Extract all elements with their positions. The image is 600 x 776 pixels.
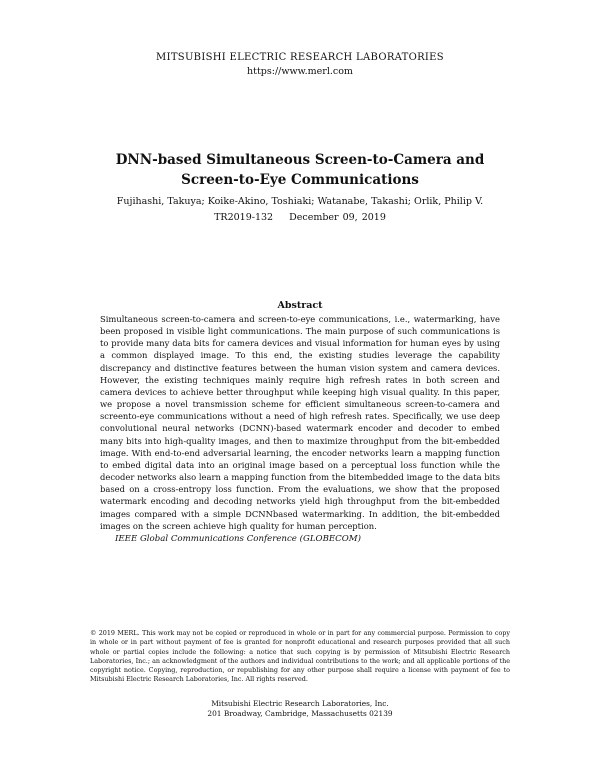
title-line-2: Screen-to-Eye Communications [181, 172, 419, 188]
title-line-1: DNN-based Simultaneous Screen-to-Camera and [115, 152, 485, 168]
footer-address-line-1: Mitsubishi Electric Research Laboratories, Inc. [211, 699, 389, 708]
venue: IEEE Global Communications Conference (GLOBECOM) [115, 534, 361, 544]
abstract-heading: Abstract [277, 300, 323, 311]
authors: Fujihashi, Takuya; Koike-Akino, Toshiaki; Watanabe, Takashi; Orlik, Philip V. [116, 196, 484, 207]
lab-name: MITSUBISHI ELECTRIC RESEARCH LABORATORIES [156, 52, 444, 63]
abstract-text: Simultaneous screen-to-camera and screen-to-eye communications, i.e., watermarking, have been proposed in visible light communications. The main purpose of such communications is to provide many data bits for camera devices and visual information for human eyes by using a common displayed image. To this end, the existing studies leverage the capability discrepancy and distinctive features between the human vision system and camera devices. However, the existing techniques mainly require high refresh rates in both screen and camera devices to achieve better throughput while keeping high visual quality. In this paper, we propose a novel transmission scheme for efficient simultaneous screen-to-camera and screento-eye communications without a need of high refresh rates. Specifically, we use deep convolutional neural networks (DCNN)-based watermark encoder and decoder to embed many bits into high-quality images, and then to maximize throughput from the bit-embedded image. With end-to-end adversarial learning, the encoder networks learn a mapping function to embed digital data into an original image based on a perceptual loss function while the decoder networks also learn a mapping function from the bitembedded image to the data bits based on a cross-entropy loss function. From the evaluations, we show that the proposed watermark encoding and decoding networks yield high throughput from the bit-embedded images compared with a simple DCNNbased watermarking. In addition, the bit-embedded images on the screen achieve high quality for human perception. [100, 314, 500, 531]
report-date: December 09, 2019 [289, 212, 386, 223]
lab-url[interactable]: https://www.merl.com [247, 66, 353, 77]
copyright-notice: © 2019 MERL. This work may not be copied or reproduced in whole or in part for any commercial purpose. Permission to copy in whole or in part without payment of fee is granted for nonprofit educational and research purposes provided that all such whole or partial copies include the following: a notice that such copying is by permission of Mitsubishi Electric Research Laboratories, Inc.; an acknowledgment of the authors and individual contributions to the work; and all applicable portions of the copyright notice. Copying, reproduction, or republishing for any other purpose shall require a license with payment of fee to Mitsubishi Electric Research Laboratories, Inc. All rights reserved. [90, 629, 510, 684]
report-info [0, 212, 600, 223]
paper-title [0, 150, 600, 190]
footer-address-line-2: 201 Broadway, Cambridge, Massachusetts 02139 [207, 709, 393, 718]
report-number: TR2019-132 [214, 212, 274, 223]
